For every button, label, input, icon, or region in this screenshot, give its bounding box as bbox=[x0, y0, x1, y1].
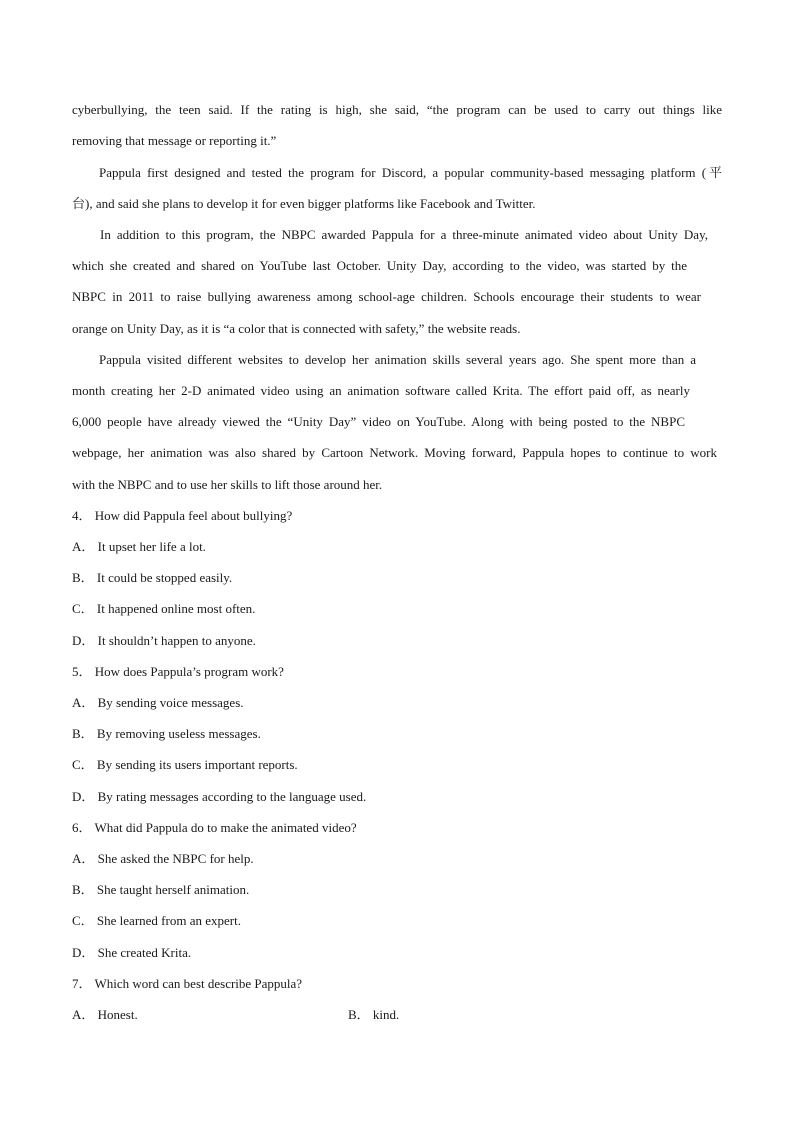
question-7-stem: 7． Which word can best describe Pappula? bbox=[72, 976, 303, 991]
passage-line: month creating her 2-D animated video using an animation software called Krita. The effort paid off, as nearly bbox=[72, 383, 690, 398]
question-4-option-d: D． It shouldn’t happen to anyone. bbox=[72, 633, 256, 648]
question-5-stem: 5． How does Pappula’s program work? bbox=[72, 664, 284, 679]
passage-line: Pappula first designed and tested the program for Discord, a popular community-based messaging platform (平 bbox=[99, 165, 722, 180]
question-6-option-d: D． She created Krita. bbox=[72, 945, 192, 960]
question-4-option-a: A． It upset her life a lot. bbox=[72, 539, 206, 554]
question-4-option-c: C． It happened online most often. bbox=[72, 601, 256, 616]
passage-line: cyberbullying, the teen said. If the rating is high, she said, “the program can be used to carry out things like bbox=[72, 102, 722, 117]
question-7-option-b: B． kind. bbox=[348, 1007, 400, 1022]
question-6-option-c: C． She learned from an expert. bbox=[72, 913, 241, 928]
question-5-option-b: B． By removing useless messages. bbox=[72, 726, 261, 741]
question-6-option-a: A． She asked the NBPC for help. bbox=[72, 851, 254, 866]
question-4-option-b: B． It could be stopped easily. bbox=[72, 570, 233, 585]
question-4-stem: 4． How did Pappula feel about bullying? bbox=[72, 508, 293, 523]
passage-line: NBPC in 2011 to raise bullying awareness among school-age children. Schools encourage their students to wear bbox=[72, 289, 701, 304]
passage-line: 6,000 people have already viewed the “Unity Day” video on YouTube. Along with being posted to the NBPC bbox=[72, 414, 685, 429]
passage-line: Pappula visited different websites to develop her animation skills several years ago. She spent more than a bbox=[99, 352, 696, 367]
question-6-option-b: B． She taught herself animation. bbox=[72, 882, 250, 897]
passage-line: orange on Unity Day, as it is “a color that is connected with safety,” the website reads. bbox=[72, 321, 521, 336]
passage-line: which she created and shared on YouTube last October. Unity Day, according to the video, was started by the bbox=[72, 258, 687, 273]
question-5-option-c: C． By sending its users important reports. bbox=[72, 757, 298, 772]
passage-line: webpage, her animation was also shared by Cartoon Network. Moving forward, Pappula hopes to continue to work bbox=[72, 445, 717, 460]
passage-line: 台), and said she plans to develop it for even bigger platforms like Facebook and Twitter. bbox=[72, 196, 536, 211]
passage-line: with the NBPC and to use her skills to lift those around her. bbox=[72, 477, 383, 492]
passage-line: removing that message or reporting it.” bbox=[72, 133, 277, 148]
passage-line: In addition to this program, the NBPC awarded Pappula for a three-minute animated video about Unity Day, bbox=[100, 227, 708, 242]
question-5-option-d: D． By rating messages according to the language used. bbox=[72, 789, 367, 804]
question-7-option-a: A． Honest. bbox=[72, 1007, 138, 1022]
question-6-stem: 6． What did Pappula do to make the animated video? bbox=[72, 820, 357, 835]
question-5-option-a: A． By sending voice messages. bbox=[72, 695, 244, 710]
